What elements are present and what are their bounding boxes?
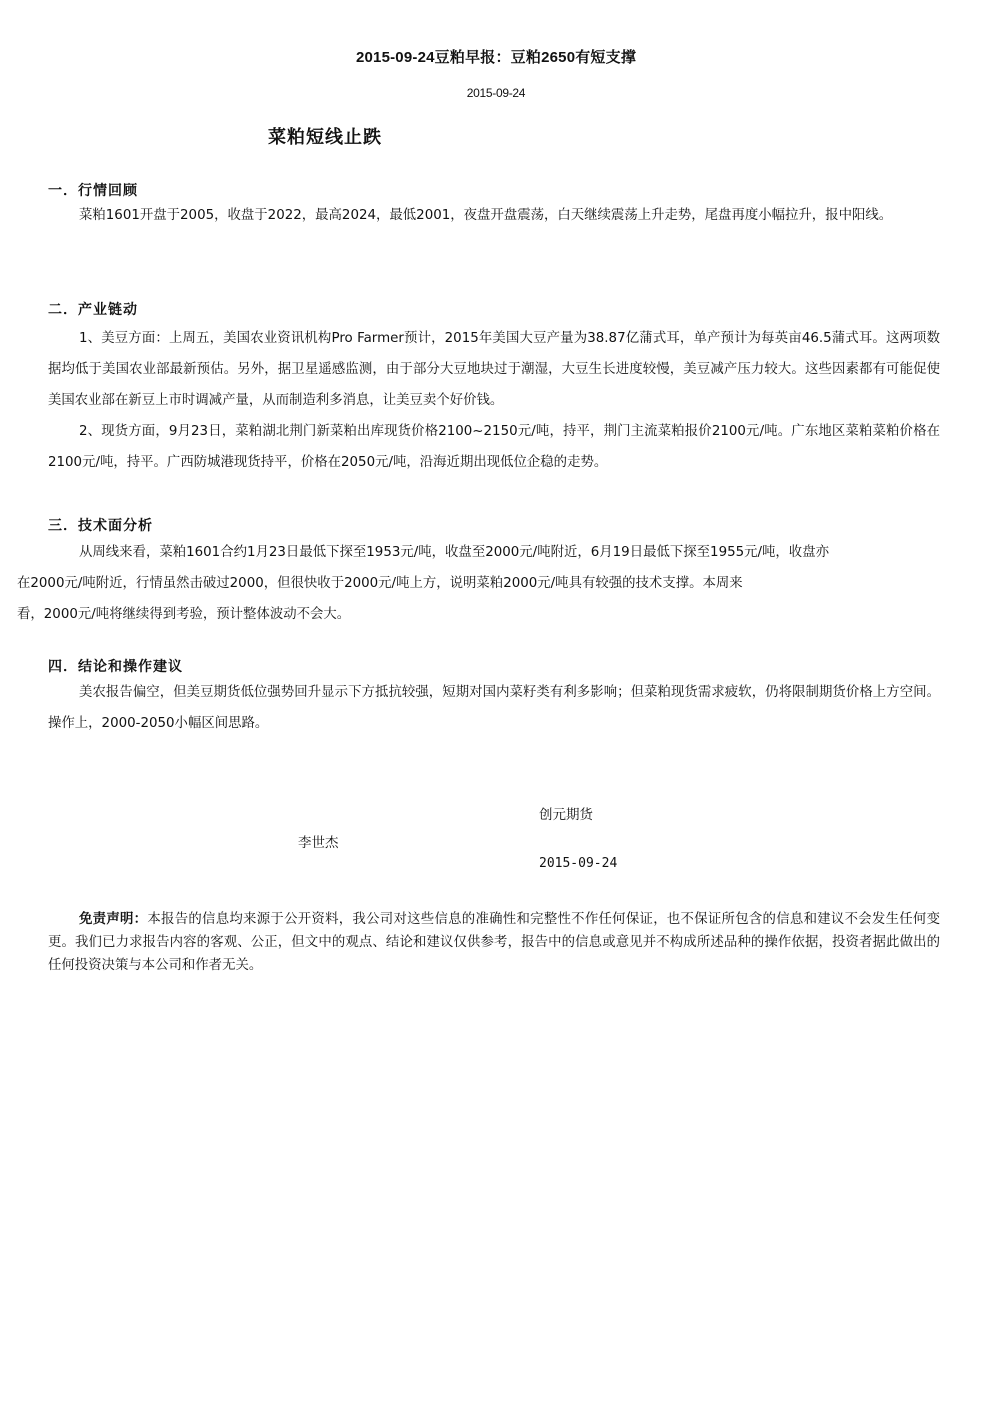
section-paragraph: 美农报告偏空，但美豆期货低位强势回升显示下方抵抗较强，短期对国内菜籽类有利多影响；但菜粕现货需求疲软，仍将限制期货价格上方空间。操作上，2000-2050小幅区间思路。: [48, 685, 940, 731]
section-heading-conclusion: 四．结论和操作建议: [48, 659, 183, 675]
signature-date: 2015-09-24: [539, 856, 618, 871]
company-name: 创元期货: [539, 807, 593, 823]
section-heading-technical-analysis: 三．技术面分析: [48, 518, 153, 534]
section-heading-market-review: 一．行情回顾: [48, 183, 138, 199]
disclaimer-label: 免责声明：: [79, 912, 148, 927]
disclaimer: [48, 908, 940, 977]
section-heading-industry-chain: 二．产业链动: [48, 302, 138, 318]
paragraph-line: 看，2000元/吨将继续得到考验，预计整体波动不会大。: [17, 607, 351, 622]
paragraph-line: 在2000元/吨附近，行情虽然击破过2000，但很快收于2000元/吨上方，说明菜粕2000元/吨具有较强的技术支撑。本周来: [17, 576, 743, 591]
section-paragraph: 2、现货方面，9月23日，菜粕湖北荆门新菜粕出库现货价格2100~2150元/吨，持平，荆门主流菜粕报价2100元/吨。广东地区菜粕菜粕价格在2100元/吨，持平。广西防城港现货持平，价格在2050元/吨，沿海近期出现低位企稳的走势。: [48, 424, 940, 470]
section-paragraph: 菜粕1601开盘于2005，收盘于2022，最高2024，最低2001，夜盘开盘震荡，白天继续震荡上升走势，尾盘再度小幅拉升，报中阳线。: [79, 208, 893, 223]
report-header-date: 2015-09-24: [466, 86, 526, 100]
article-title: 菜粕短线止跌: [268, 127, 382, 148]
paragraph-line: 从周线来看，菜粕1601合约1月23日最低下探至1953元/吨，收盘至2000元/吨附近，6月19日最低下探至1955元/吨，收盘亦: [79, 545, 829, 560]
report-header-title: 2015-09-24豆粕早报：豆粕2650有短支撑: [355, 49, 637, 66]
author-name: 李世杰: [298, 835, 339, 851]
section-paragraph: 1、美豆方面：上周五，美国农业资讯机构Pro Farmer预计，2015年美国大豆产量为38.87亿蒲式耳，单产预计为每英亩46.5蒲式耳。这两项数据均低于美国农业部最新预估。另外，据卫星遥感监测，由于部分大豆地块过于潮湿，大豆生长进度较慢，美豆减产压力较大。这些因素都有可能促使美国农业部在新豆上市时调减产量，从而制造利多消息，让美豆卖个好价钱。: [48, 331, 940, 408]
disclaimer-text: 本报告的信息均来源于公开资料，我公司对这些信息的准确性和完整性不作任何保证，也不保证所包含的信息和建议不会发生任何变更。我们已力求报告内容的客观、公正，但文中的观点、结论和建议仅供参考，报告中的信息或意见并不构成所述品种的操作依据，投资者据此做出的任何投资决策与本公司和作者无关。: [48, 912, 940, 973]
section-paragraph: [17, 537, 940, 630]
